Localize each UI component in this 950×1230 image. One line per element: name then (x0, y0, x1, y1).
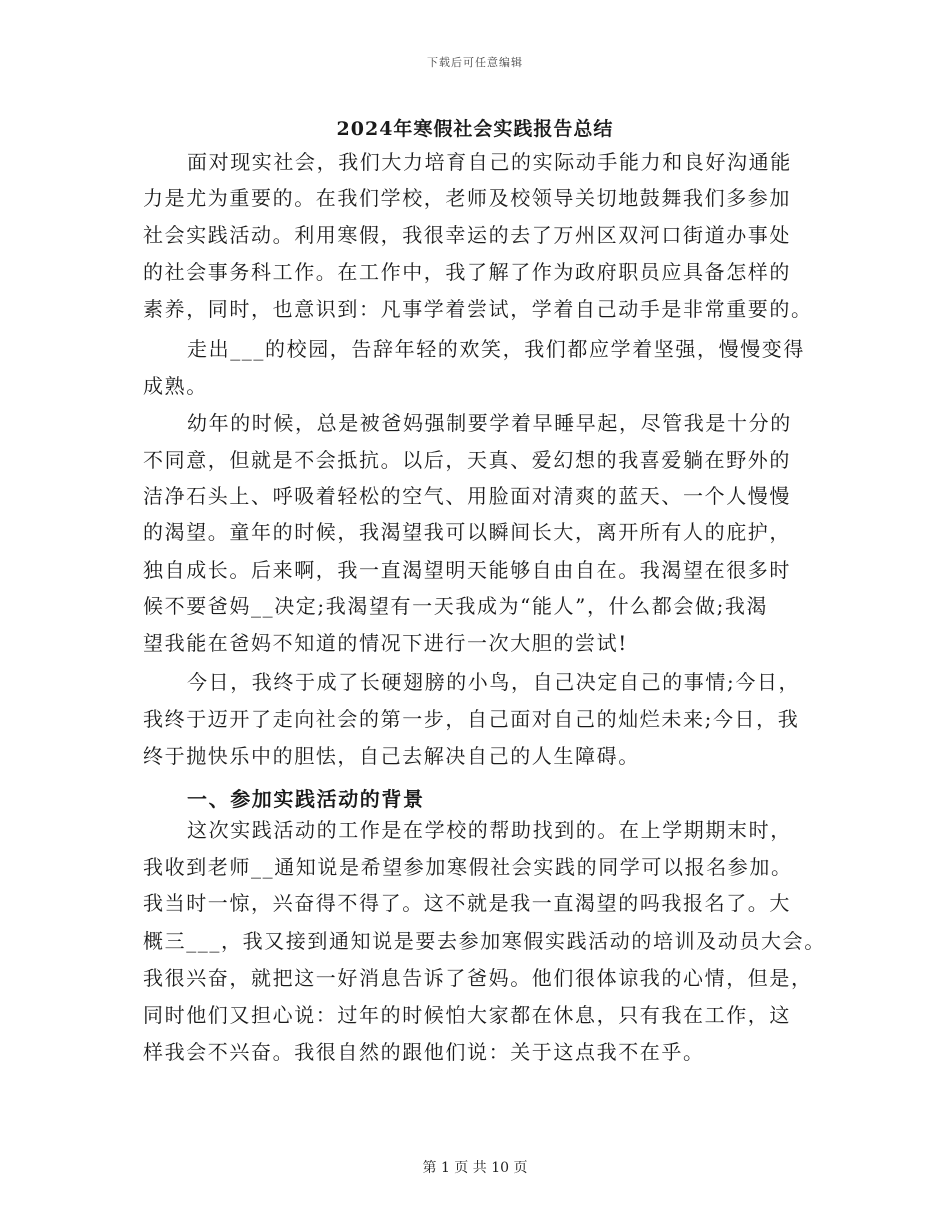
paragraph-line: 今日，我终于成了长硬翅膀的小鸟，自己决定自己的事情;今日， (187, 670, 801, 694)
paragraph-line: 望我能在爸妈不知道的情况下进行一次大胆的尝试! (143, 631, 628, 655)
paragraph-line: 终于抛快乐中的胆怯，自己去解决自己的人生障碍。 (143, 744, 640, 768)
paragraph-line: 样我会不兴奋。我很自然的跟他们说：关于这点我不在乎。 (143, 1040, 705, 1064)
paragraph-line: 同时他们又担心说：过年的时候怕大家都在休息，只有我在工作，这 (143, 1003, 791, 1027)
paragraph-line: 概三___，我又接到通知说是要去参加寒假实践活动的培训及动员大会。 (143, 929, 826, 953)
paragraph-line: 面对现实社会，我们大力培育自己的实际动手能力和良好沟通能 (187, 150, 792, 174)
paragraph-line: 独自成长。后来啊，我一直渴望明天能够自由自在。我渴望在很多时 (143, 558, 791, 582)
section-heading: 一、参加实践活动的背景 (187, 787, 425, 811)
paragraph-line: 不同意，但就是不会抵抗。以后，天真、爱幻想的我喜爱躺在野外的 (143, 448, 791, 472)
page-header: 下载后可任意编辑 (427, 56, 523, 69)
paragraph-line: 成熟。 (143, 374, 208, 398)
paragraph-line: 我终于迈开了走向社会的第一步，自己面对自己的灿烂未来;今日，我 (143, 707, 800, 731)
paragraph-line: 候不要爸妈__决定;我渴望有一天我成为“能人”，什么都会做;我渴 (143, 594, 769, 618)
paragraph-line: 幼年的时候，总是被爸妈强制要学着早睡早起，尽管我是十分的 (187, 411, 792, 435)
paragraph-line: 社会实践活动。利用寒假，我很幸运的去了万州区双河口街道办事处 (143, 223, 791, 247)
paragraph-line: 走出___的校园，告辞年轻的欢笑，我们都应学着坚强，慢慢变得 (187, 337, 805, 361)
paragraph-line: 这次实践活动的工作是在学校的帮助找到的。在上学期期末时， (187, 818, 792, 842)
paragraph-line: 素养，同时，也意识到：凡事学着尝试，学着自己动手是非常重要的。 (143, 297, 813, 321)
paragraph-line: 我当时一惊，兴奋得不得了。这不就是我一直渴望的吗我报名了。大 (143, 891, 791, 915)
document-title: 2024年寒假社会实践报告总结 (336, 118, 614, 140)
paragraph-line: 洁净石头上、呼吸着轻松的空气、用脸面对清爽的蓝天、一个人慢慢 (143, 484, 791, 508)
paragraph-line: 我很兴奋，就把这一好消息告诉了爸妈。他们很体谅我的心情，但是， (143, 966, 813, 990)
paragraph-line: 我收到老师__通知说是希望参加寒假社会实践的同学可以报名参加。 (143, 855, 793, 879)
page-footer: 第 1 页 共 10 页 (422, 1160, 528, 1176)
paragraph-line: 的社会事务科工作。在工作中，我了解了作为政府职员应具备怎样的 (143, 260, 791, 284)
paragraph-line: 的渴望。童年的时候，我渴望我可以瞬间长大，离开所有人的庇护， (143, 520, 791, 544)
paragraph-line: 力是尤为重要的。在我们学校，老师及校领导关切地鼓舞我们多参加 (143, 186, 791, 210)
